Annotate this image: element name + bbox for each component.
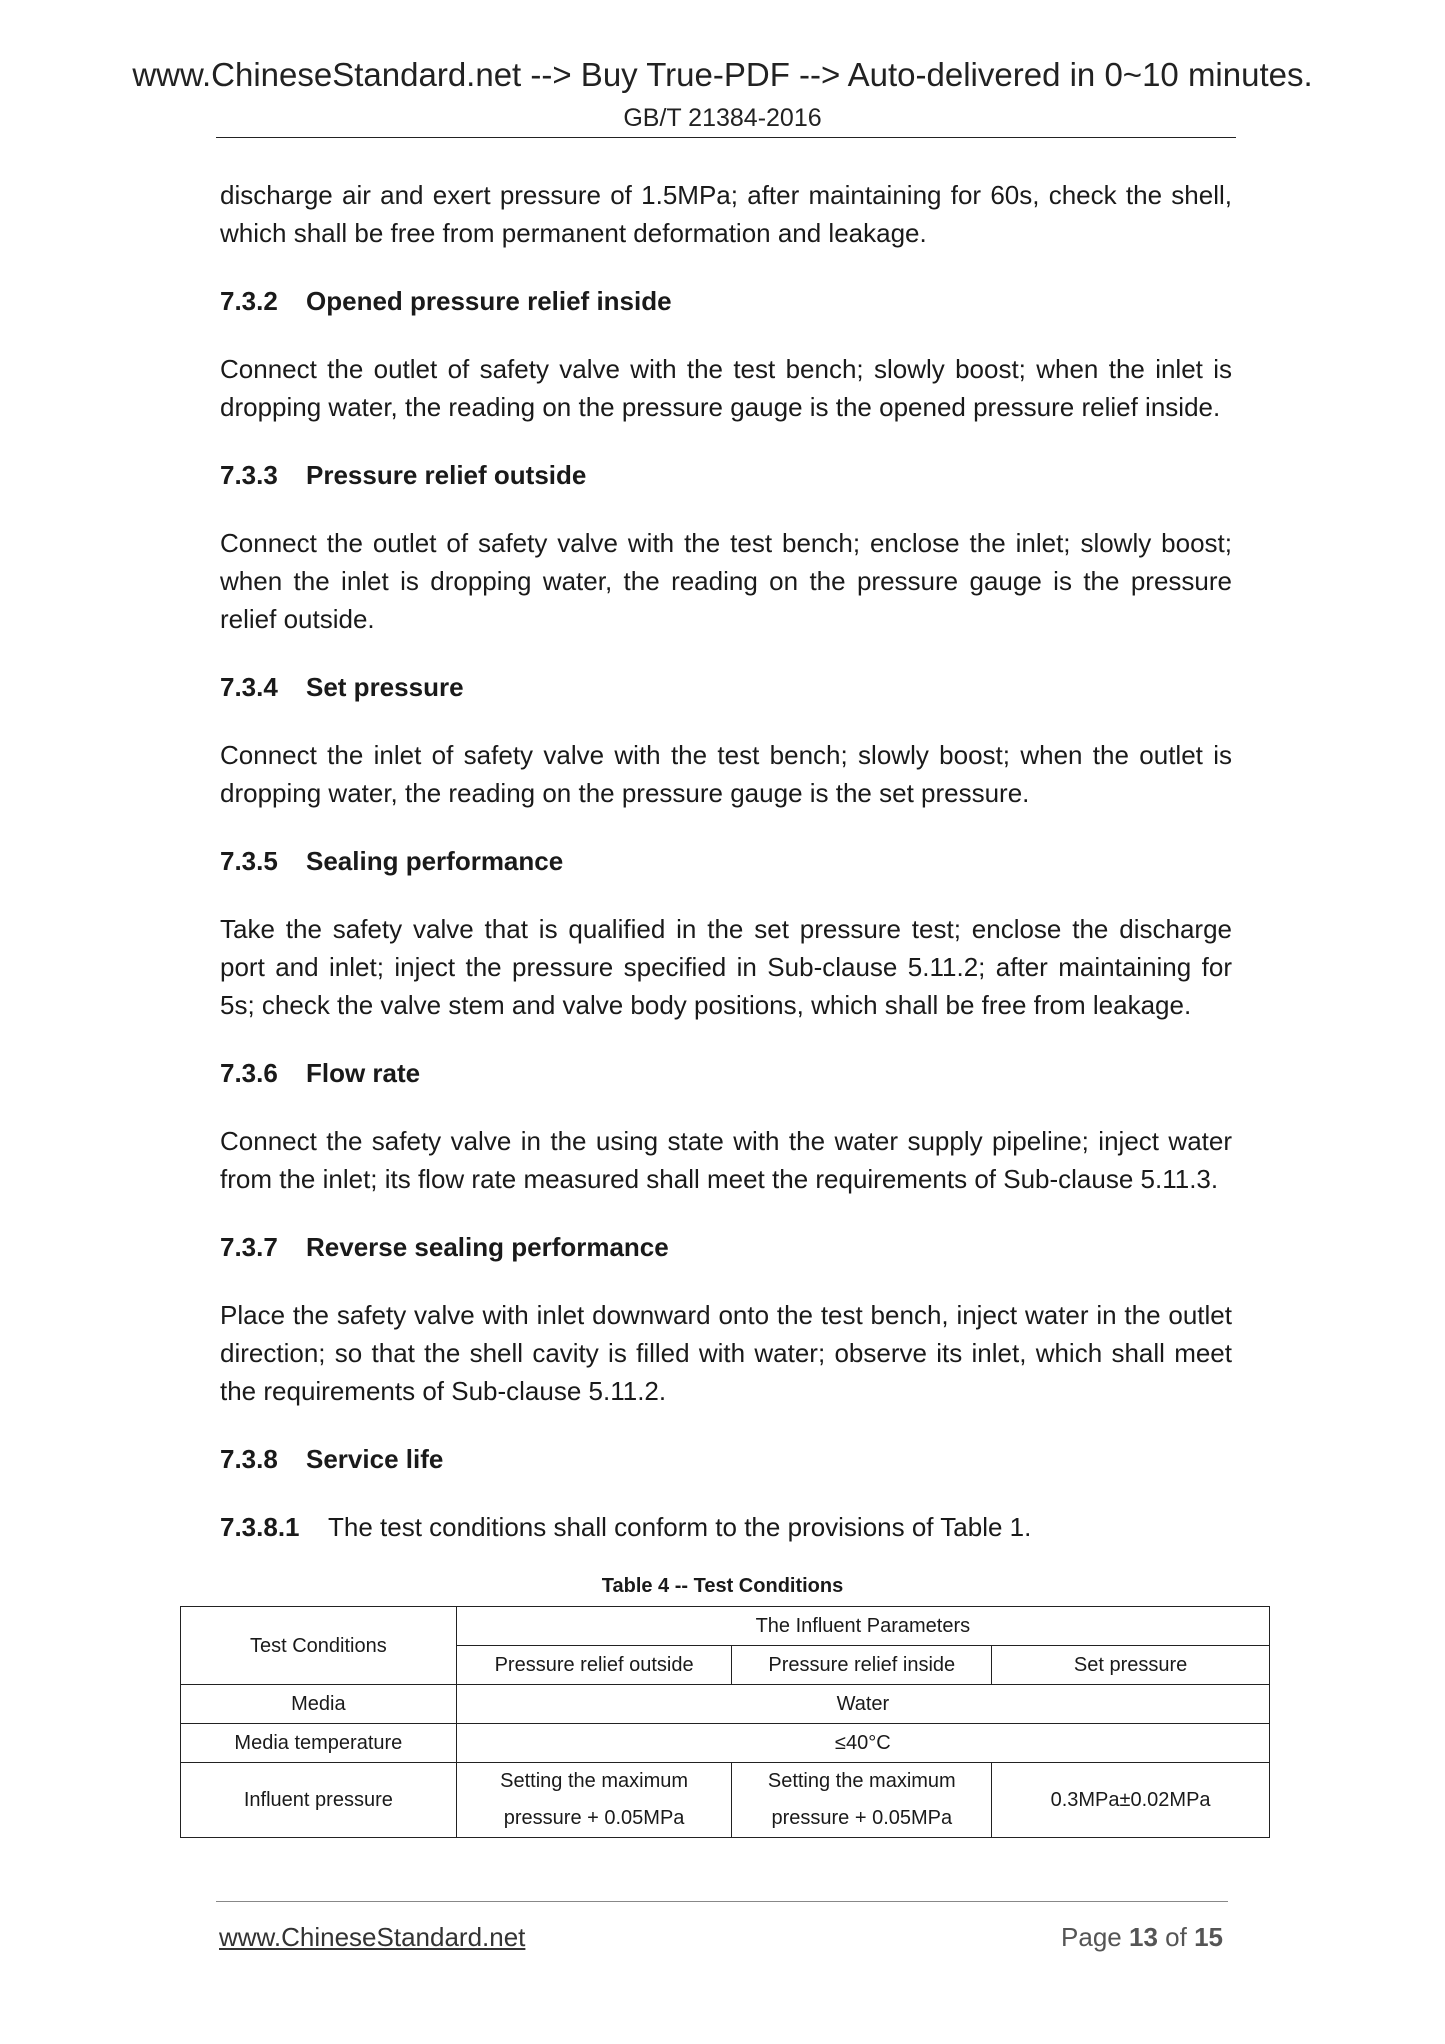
table-caption: Table 4 -- Test Conditions xyxy=(601,1575,844,1597)
table-cell xyxy=(456,1763,732,1838)
section-body: Connect the inlet of safety valve with the test bench; slowly boost; when the outlet is dropping water, the reading on the pressure gauge is the set pressure. xyxy=(220,740,1232,808)
table-cell: Water xyxy=(456,1685,1269,1724)
section-title: Flow rate xyxy=(306,1058,421,1088)
table-cell: The Influent Parameters xyxy=(456,1607,1269,1646)
section-title: Reverse sealing performance xyxy=(306,1232,669,1262)
section-body: Connect the safety valve in the using state with the water supply pipeline; inject water from the inlet; its flow rate measured shall meet the requirements of Sub-clause 5.11.3. xyxy=(220,1126,1232,1194)
table-row xyxy=(181,1724,1270,1763)
test-conditions-table xyxy=(180,1606,1270,1838)
cell-line: Setting the maximum xyxy=(767,1770,956,1792)
table-cell: Pressure relief outside xyxy=(456,1646,732,1685)
section-heading xyxy=(220,842,1232,880)
table-row xyxy=(181,1607,1270,1646)
section-title: Pressure relief outside xyxy=(306,460,587,490)
section-title: Opened pressure relief inside xyxy=(306,286,672,316)
section-title: Service life xyxy=(306,1444,444,1474)
subclause-text: The test conditions shall conform to the provisions of Table 1. xyxy=(328,1512,1032,1542)
cell-line: Setting the maximum xyxy=(500,1770,689,1792)
page-of: of xyxy=(1165,1922,1187,1952)
section-body: Connect the outlet of safety valve with the test bench; enclose the inlet; slowly boost; when the inlet is dropping water, the reading on the pressure gauge is the pressure relief outside. xyxy=(220,528,1232,634)
page-total: 15 xyxy=(1194,1922,1223,1952)
table-cell: Media temperature xyxy=(181,1724,457,1763)
standard-code: GB/T 21384-2016 xyxy=(623,104,822,132)
subclause xyxy=(220,1508,1232,1546)
table-cell: Pressure relief inside xyxy=(732,1646,992,1685)
section-body: Connect the outlet of safety valve with the test bench; slowly boost; when the inlet is dropping water, the reading on the pressure gauge is the opened pressure relief inside. xyxy=(220,354,1232,422)
table-cell: Media xyxy=(181,1685,457,1724)
subclause-number: 7.3.8.1 xyxy=(220,1512,300,1542)
table-cell: Influent pressure xyxy=(181,1763,457,1838)
section-number: 7.3.6 xyxy=(220,1058,278,1088)
section-number: 7.3.4 xyxy=(220,672,278,702)
section-number: 7.3.8 xyxy=(220,1444,278,1474)
intro-paragraph: discharge air and exert pressure of 1.5MPa; after maintaining for 60s, check the shell, which shall be free from permanent deformation and leakage. xyxy=(220,180,1232,248)
cell-line: pressure + 0.05MPa xyxy=(503,1807,685,1829)
section-heading xyxy=(220,1054,1232,1092)
table-cell: 0.3MPa±0.02MPa xyxy=(992,1763,1270,1838)
section-heading xyxy=(220,456,1232,494)
footer-link[interactable]: www.ChineseStandard.net xyxy=(219,1922,526,1952)
page-current: 13 xyxy=(1129,1922,1158,1952)
section-number: 7.3.3 xyxy=(220,460,278,490)
table-cell xyxy=(732,1763,992,1838)
section-body: Take the safety valve that is qualified in the set pressure test; enclose the discharge port and inlet; inject the pressure specified in Sub-clause 5.11.2; after maintaining for 5s; check the valve stem and valve body positions, which shall be free from leakage. xyxy=(220,914,1232,1020)
header-divider xyxy=(216,137,1236,138)
section-number: 7.3.5 xyxy=(220,846,278,876)
header-banner[interactable]: www.ChineseStandard.net --> Buy True-PDF --> Auto-delivered in 0~10 minutes. xyxy=(132,56,1313,93)
section-heading xyxy=(220,1440,1232,1478)
section-title: Sealing performance xyxy=(306,846,564,876)
section-heading xyxy=(220,668,1232,706)
section-body: Place the safety valve with inlet downward onto the test bench, inject water in the outlet direction; so that the shell cavity is filled with water; observe its inlet, which shall meet the requirements of Sub-clause 5.11.2. xyxy=(220,1300,1232,1406)
cell-line: pressure + 0.05MPa xyxy=(771,1807,953,1829)
section-title: Set pressure xyxy=(306,672,464,702)
section-heading xyxy=(220,282,1232,320)
document-body xyxy=(220,176,1232,1546)
section-heading xyxy=(220,1228,1232,1266)
table-cell: ≤40°C xyxy=(456,1724,1269,1763)
section-number: 7.3.7 xyxy=(220,1232,278,1262)
table-row xyxy=(181,1763,1270,1838)
table-cell: Test Conditions xyxy=(181,1607,457,1685)
section-number: 7.3.2 xyxy=(220,286,278,316)
table-cell: Set pressure xyxy=(992,1646,1270,1685)
page-label: Page xyxy=(1061,1922,1122,1952)
page-indicator xyxy=(1061,1922,1223,1953)
footer-divider xyxy=(216,1901,1228,1902)
table-row xyxy=(181,1685,1270,1724)
